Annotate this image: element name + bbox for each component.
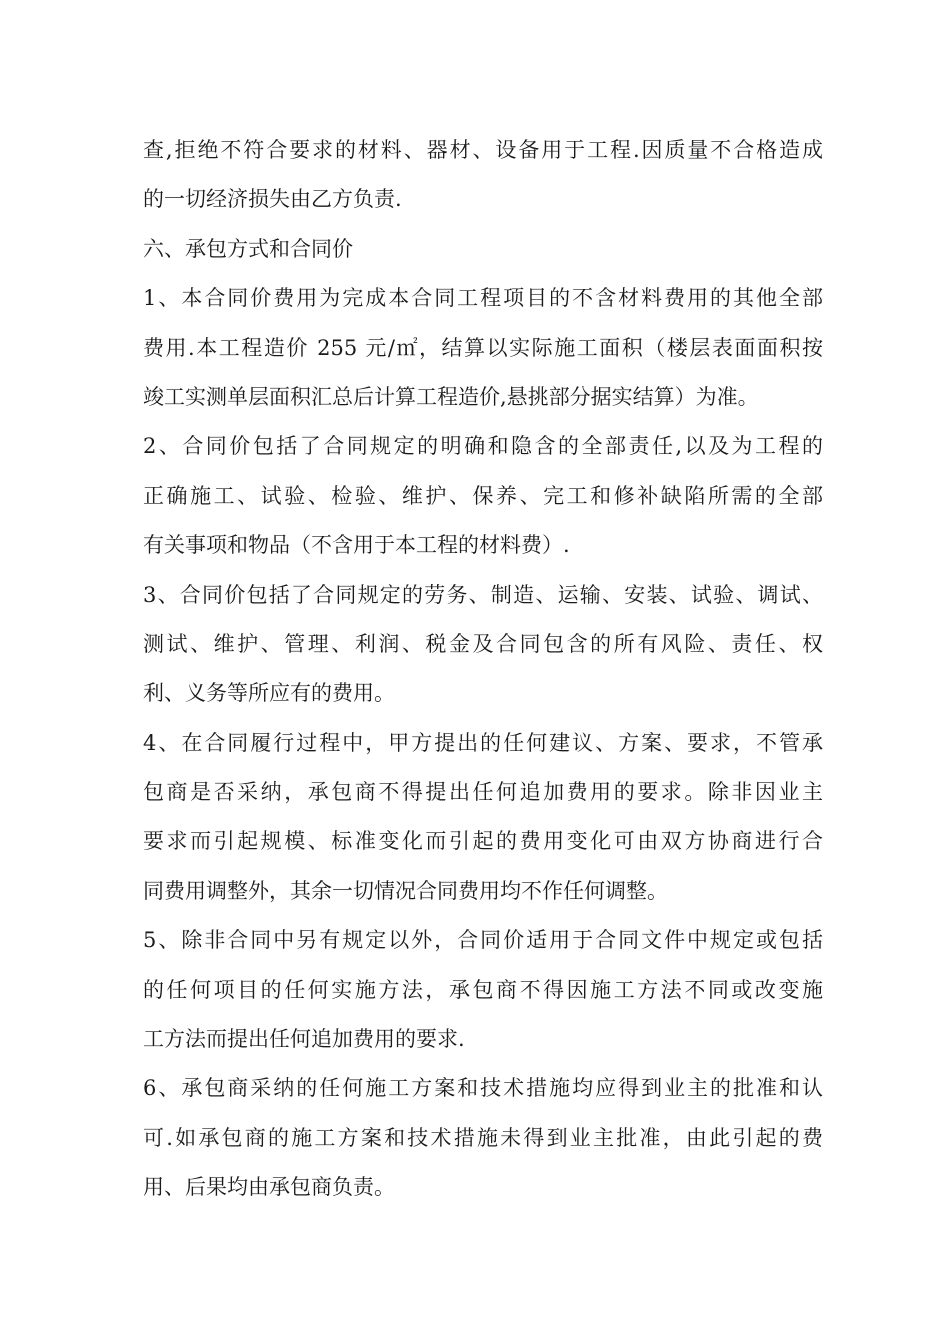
text-line: 费用.本工程造价 255 元/㎡，结算以实际施工面积（楼层表面面积按: [143, 335, 823, 360]
text-line: 6、承包商采纳的任何施工方案和技术措施均应得到业主的批准和认: [143, 1076, 823, 1101]
text-line: 3、合同价包括了合同规定的劳务、制造、运输、安装、试验、调试、: [143, 582, 823, 607]
text-line: 1、本合同价费用为完成本合同工程项目的不含材料费用的其他全部: [143, 286, 823, 311]
text-line: 可.如承包商的施工方案和技术措施未得到业主批准，由此引起的费: [143, 1125, 823, 1150]
text-line: 利、义务等所应有的费用。: [143, 681, 395, 706]
text-line: 竣工实测单层面积汇总后计算工程造价,悬挑部分据实结算）为准。: [143, 384, 759, 409]
text-line: 正确施工、试验、检验、维护、保养、完工和修补缺陷所需的全部: [143, 483, 823, 508]
text-line: 包商是否采纳，承包商不得提出任何追加费用的要求。除非因业主: [143, 780, 823, 805]
text-line: 4、在合同履行过程中，甲方提出的任何建议、方案、要求，不管承: [143, 730, 823, 755]
section-heading: 六、承包方式和合同价: [143, 236, 353, 261]
text-line: 有关事项和物品（不含用于本工程的材料费）.: [143, 533, 570, 558]
text-line: 工方法而提出任何追加费用的要求.: [143, 1027, 465, 1052]
text-line: 5、除非合同中另有规定以外，合同价适用于合同文件中规定或包括: [143, 928, 823, 953]
text-line: 查,拒绝不符合要求的材料、器材、设备用于工程.因质量不合格造成: [143, 138, 823, 162]
text-line: 的一切经济损失由乙方负责.: [143, 187, 402, 212]
document-body: [143, 126, 823, 1213]
text-line: 同费用调整外，其余一切情况合同费用均不作任何调整。: [143, 878, 668, 903]
text-line: 要求而引起规模、标准变化而引起的费用变化可由双方协商进行合: [143, 829, 823, 854]
text-line: 测试、维护、管理、利润、税金及合同包含的所有风险、责任、权: [143, 631, 823, 656]
text-line: 用、后果均由承包商负责。: [143, 1175, 395, 1200]
text-line: 2、合同价包括了合同规定的明确和隐含的全部责任,以及为工程的: [143, 434, 823, 459]
text-line: 的任何项目的任何实施方法，承包商不得因施工方法不同或改变施: [143, 977, 823, 1002]
